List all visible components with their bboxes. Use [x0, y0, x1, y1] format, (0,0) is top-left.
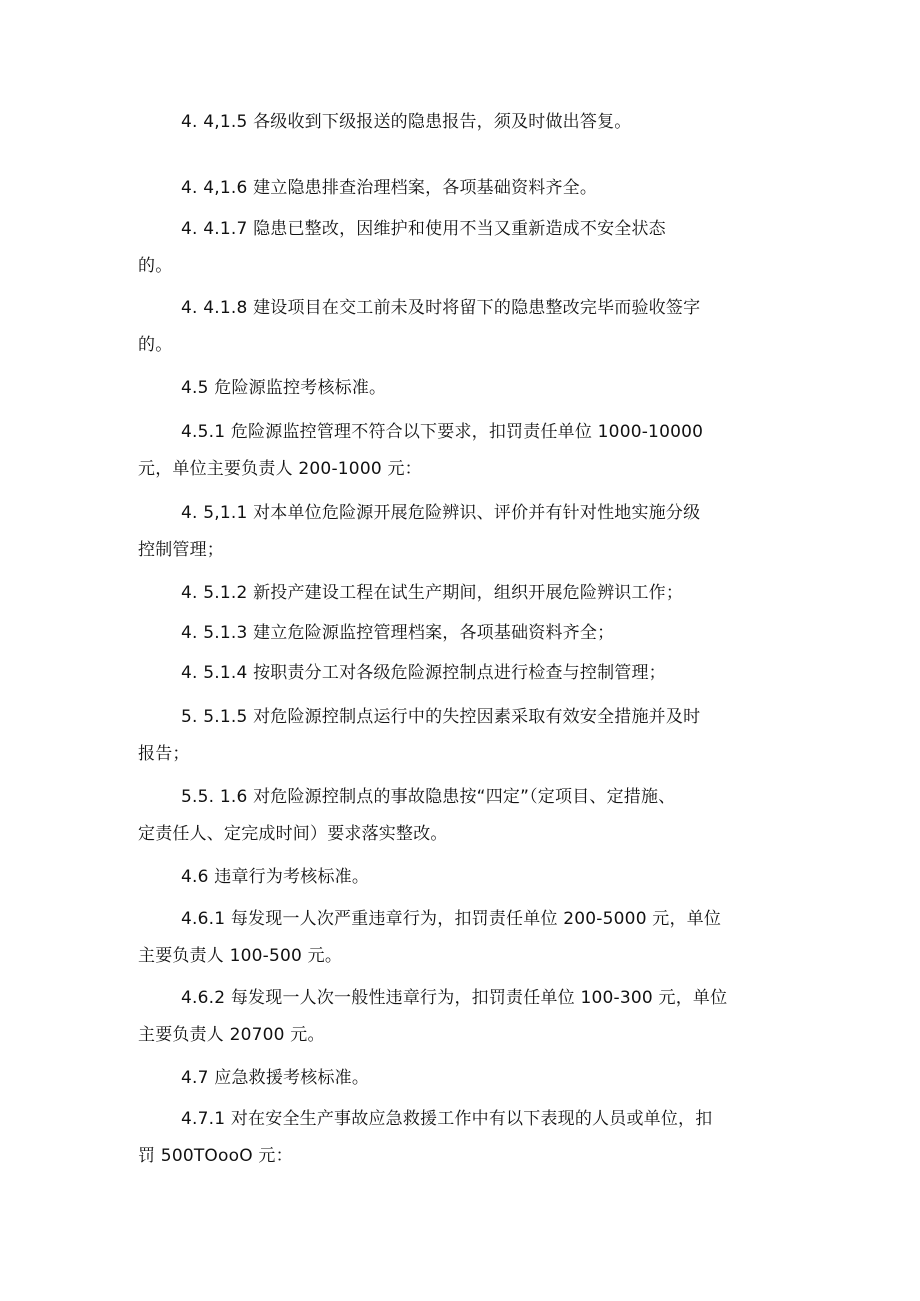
paragraph-line: 4. 5,1.1 对本单位危险源开展危险辨识、评价并有针对性地实施分级 — [181, 503, 701, 523]
paragraph-line: 4. 5.1.4 按职责分工对各级危险源控制点进行检查与控制管理； — [181, 663, 666, 683]
paragraph-line: 4. 5.1.3 建立危险源监控管理档案，各项基础资料齐全； — [181, 623, 615, 643]
paragraph-4-4-1-6 — [138, 170, 788, 207]
paragraph-line: 控制管理； — [138, 540, 224, 560]
paragraph-line: 4. 4,1.6 建立隐患排查治理档案，各项基础资料齐全。 — [181, 178, 598, 198]
paragraph-line: 主要负责人 20700 元。 — [138, 1025, 325, 1045]
paragraph-5-5-1-6 — [138, 779, 788, 853]
paragraph-line: 元，单位主要负责人 200-1000 元： — [138, 459, 422, 479]
paragraph-4-4-1-5 — [138, 104, 788, 141]
paragraph-4-7-1 — [138, 1101, 788, 1175]
paragraph-4-4-1-7 — [138, 211, 788, 285]
heading-4-5 — [138, 370, 788, 407]
paragraph-line: 报告； — [138, 744, 190, 764]
paragraph-line: 4. 5.1.2 新投产建设工程在试生产期间，组织开展危险辨识工作； — [181, 583, 684, 603]
paragraph-line: 4.6.2 每发现一人次一般性违章行为，扣罚责任单位 100-300 元，单位 — [181, 988, 728, 1008]
paragraph-4-5-1-4 — [138, 655, 788, 692]
paragraph-4-5-1-1 — [138, 495, 788, 569]
paragraph-line: 罚 500TOooO 元： — [138, 1146, 293, 1166]
paragraph-line: 定责任人、定完成时间）要求落实整改。 — [138, 824, 448, 844]
paragraph-line: 4. 4.1.7 隐患已整改，因维护和使用不当又重新造成不安全状态 — [181, 219, 666, 239]
paragraph-4-4-1-8 — [138, 290, 788, 364]
paragraph-line: 4.6 违章行为考核标准。 — [181, 867, 370, 887]
paragraph-4-5-1 — [138, 414, 788, 488]
paragraph-line: 4.7 应急救援考核标准。 — [181, 1068, 370, 1088]
paragraph-4-6-2 — [138, 980, 788, 1054]
heading-4-7 — [138, 1060, 788, 1097]
paragraph-line: 的。 — [138, 256, 173, 276]
paragraph-line: 4.5 危险源监控考核标准。 — [181, 378, 387, 398]
paragraph-line: 主要负责人 100-500 元。 — [138, 946, 343, 966]
paragraph-line: 4. 4.1.8 建设项目在交工前未及时将留下的隐患整改完毕而验收签字 — [181, 298, 701, 318]
paragraph-4-5-1-3 — [138, 615, 788, 652]
paragraph-line: 4. 4,1.5 各级收到下级报送的隐患报告，须及时做出答复。 — [181, 112, 632, 132]
paragraph-5-5-1-5 — [138, 699, 788, 773]
paragraph-line: 4.5.1 危险源监控管理不符合以下要求，扣罚责任单位 1000-10000 — [181, 422, 704, 442]
paragraph-4-5-1-2 — [138, 575, 788, 612]
paragraph-line: 5. 5.1.5 对危险源控制点运行中的失控因素采取有效安全措施并及时 — [181, 707, 701, 727]
paragraph-line: 5.5. 1.6 对危险源控制点的事故隐患按“四定”（定项目、定措施、 — [181, 787, 676, 807]
paragraph-4-6-1 — [138, 901, 788, 975]
paragraph-line: 4.6.1 每发现一人次严重违章行为，扣罚责任单位 200-5000 元，单位 — [181, 909, 722, 929]
paragraph-line: 4.7.1 对在安全生产事故应急救援工作中有以下表现的人员或单位，扣 — [181, 1109, 713, 1129]
heading-4-6 — [138, 859, 788, 896]
paragraph-line: 的。 — [138, 335, 173, 355]
